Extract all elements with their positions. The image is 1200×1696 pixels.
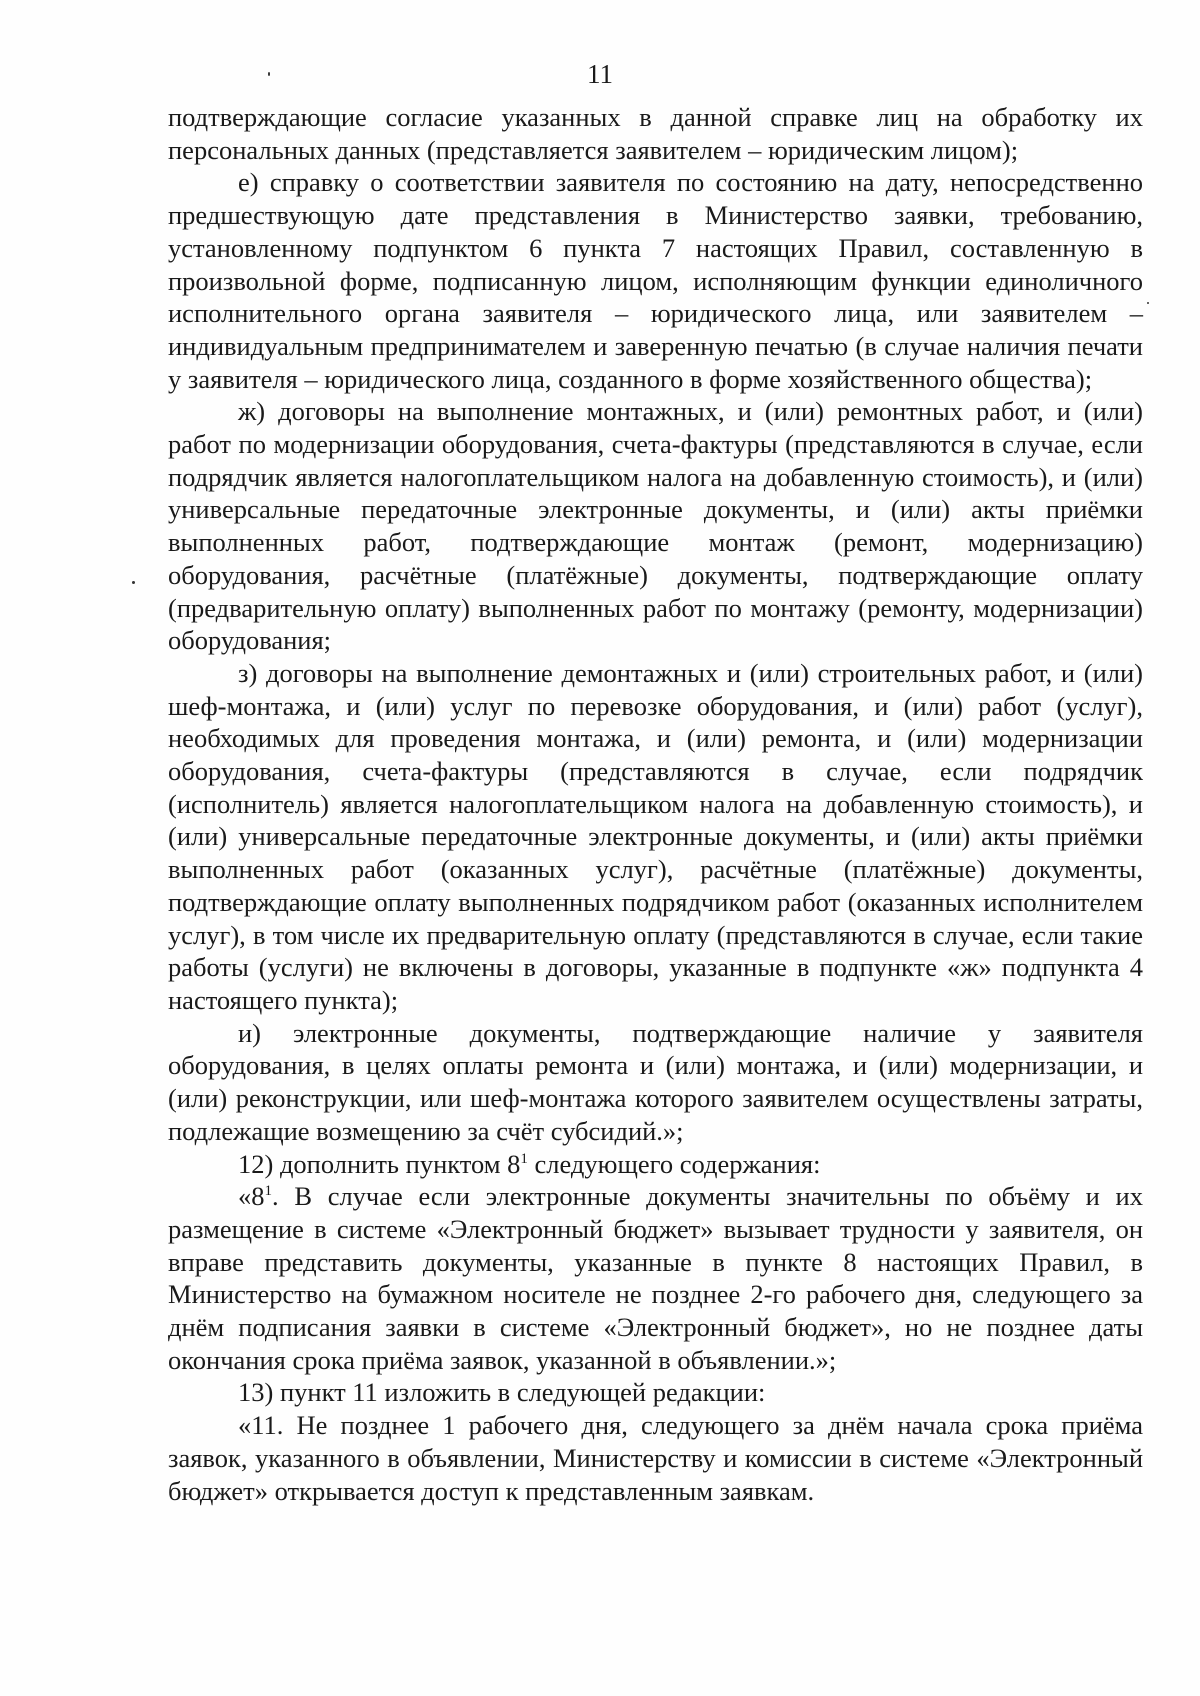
- paragraph-item-i: и) электронные документы, подтверждающие наличие у заявителя оборудования, в целях оплаты ремонта и (или) монтажа, и (или) модернизации, и (или) реконструкции, или шеф-монтажа которого заявителем осуществлены затраты, подлежащие возмещению за счёт субсидий.»;: [168, 1017, 1143, 1146]
- paragraph-quote-11: «11. Не позднее 1 рабочего дня, следующего за днём начала срока приёма заявок, указанного в объявлении, Министерству и комиссии в системе «Электронный бюджет» открывается доступ к представленным заявкам.: [168, 1410, 1143, 1506]
- paragraph-continuation: подтверждающие согласие указанных в данной справке лиц на обработку их персональных данных (представляется заявителем – юридическим лицом);: [168, 102, 1143, 165]
- item-12-text-end: следующего содержания:: [527, 1148, 821, 1179]
- paragraph-item-e: е) справку о соответствии заявителя по состоянию на дату, непосредственно предшествующую дате представления в Министерство заявки, требованию, установленному подпунктом 6 пункта 7 настоящих Правил, составленную в произвольной форме, подписанную лицом, исполняющим функции единоличного исполнительного органа заявителя – юридического лица, или заявителем – индивидуальным предпринимателем и заверенную печатью (в случае наличия печати у заявителя – юридического лица, созданного в форме хозяйственного общества);: [168, 167, 1143, 394]
- paragraph-item-zh: ж) договоры на выполнение монтажных, и (или) ремонтных работ, и (или) работ по модернизации оборудования, счета-фактуры (представляются в случае, если подрядчик является налогоплательщиком налога на добавленную стоимость), и (или) универсальные передаточные электронные документы, и (или) акты приёмки выполненных работ, подтверждающие монтаж (ремонт, модернизацию) оборудования, расчётные (платёжные) документы, подтверждающие оплату (предварительную оплату) выполненных работ по монтажу (ремонту, модернизации) оборудования;: [168, 396, 1143, 656]
- quote-8-1-start: «8: [238, 1181, 265, 1212]
- paragraph-item-13: 13) пункт 11 изложить в следующей редакции:: [238, 1377, 766, 1408]
- scan-speck: [268, 72, 270, 76]
- paragraph-quote-8-1: [168, 1180, 1143, 1376]
- document-body: [168, 101, 1143, 1507]
- page-number: 11: [587, 59, 613, 89]
- quote-8-1-superscript: 1: [264, 1183, 272, 1200]
- scan-speck: [1147, 302, 1149, 304]
- quote-8-1-text: . В случае если электронные документы значительны по объёму и их размещение в системе «Электронный бюджет» вызывает трудности у заявителя, он вправе представить документы, указанные в пункте 8 настоящих Правил, в Министерство на бумажном носителе не позднее 2-го рабочего дня, следующего за днём подписания заявки в системе «Электронный бюджет», но не позднее даты окончания срока приёма заявок, указанной в объявлении.»;: [168, 1181, 1143, 1375]
- paragraph-item-12: [168, 1148, 1143, 1181]
- scan-speck: [132, 581, 135, 584]
- item-12-text: 12) дополнить пунктом 8: [238, 1148, 521, 1179]
- item-12-superscript: 1: [520, 1150, 528, 1167]
- paragraph-item-z: з) договоры на выполнение демонтажных и (или) строительных работ, и (или) шеф-монтажа, и (или) услуг по перевозке оборудования, и (или) работ (услуг), необходимых для проведения монтажа, и (или) ремонта, и (или) модернизации оборудования, счета-фактуры (представляются в случае, если подрядчик (исполнитель) является налогоплательщиком налога на добавленную стоимость), и (или) универсальные передаточные электронные документы, и (или) акты приёмки выполненных работ (оказанных услуг), расчётные (платёжные) документы, подтверждающие оплату выполненных подрядчиком работ (оказанных исполнителем услуг), в том числе их предварительную оплату (представляются в случае, если такие работы (услуги) не включены в договоры, указанные в подпункте «ж» подпункта 4 настоящего пункта);: [168, 657, 1143, 1015]
